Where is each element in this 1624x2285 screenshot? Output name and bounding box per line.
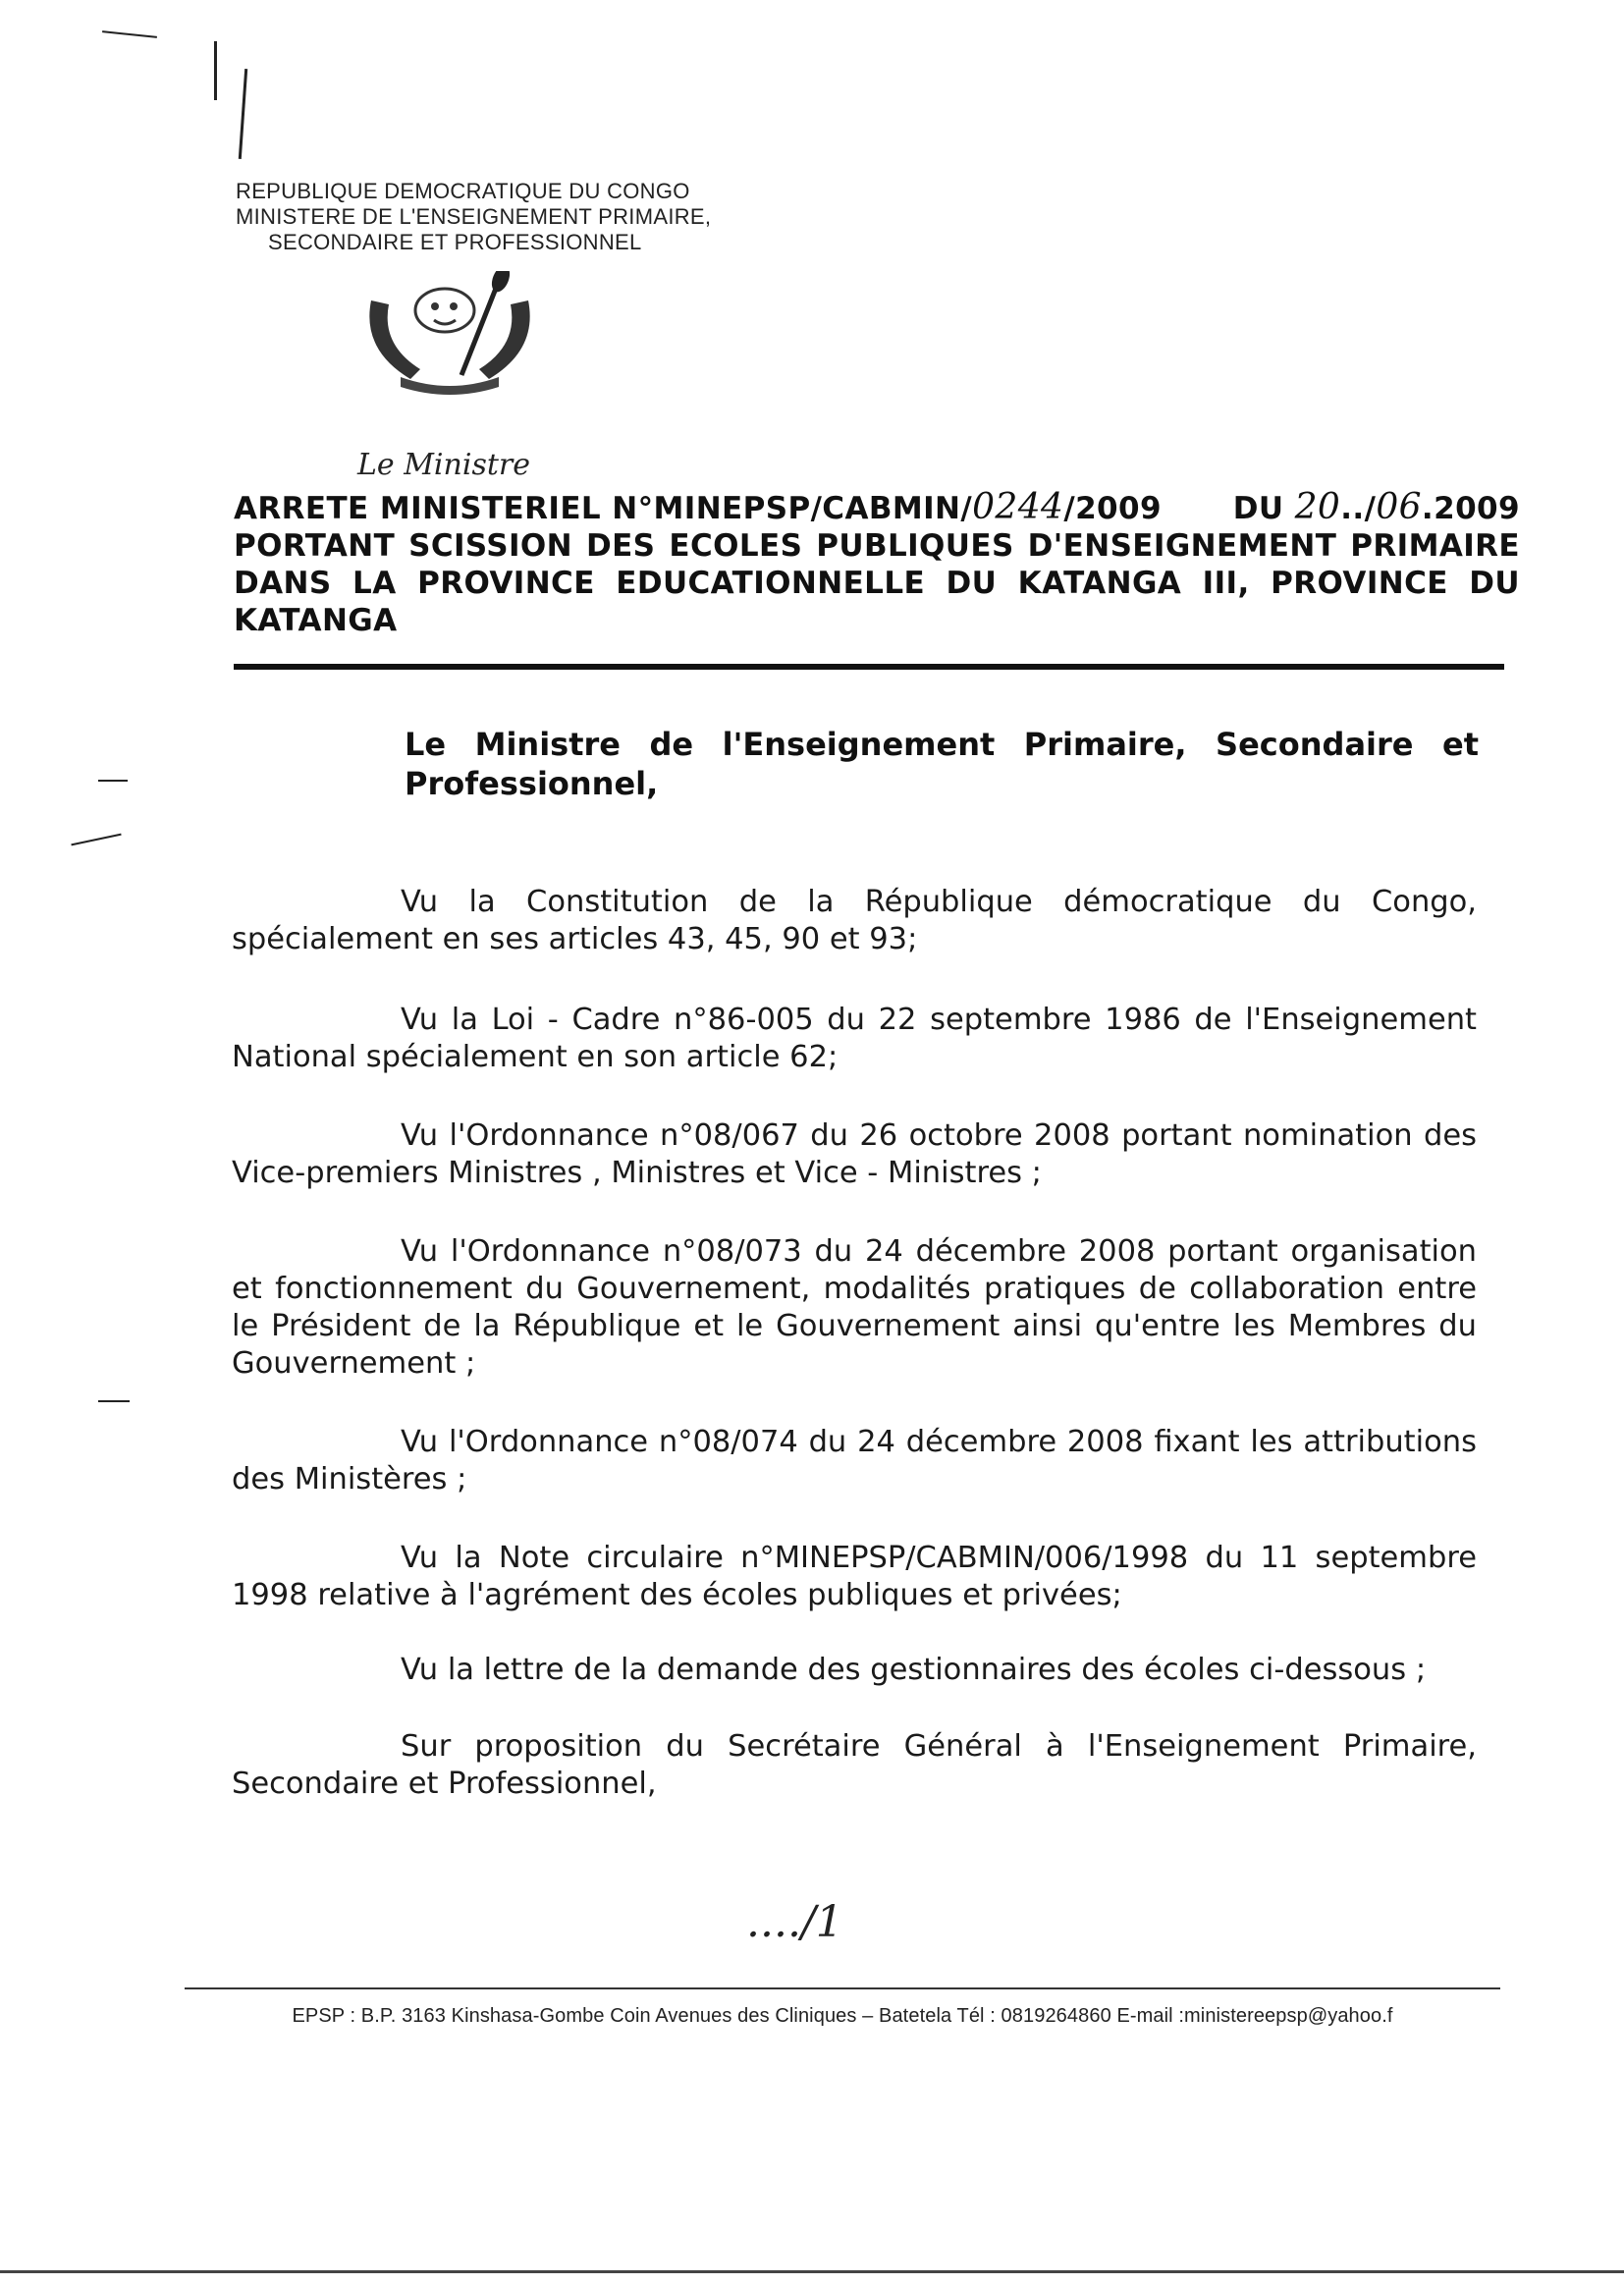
preamble-paragraph: Vu l'Ordonnance n°08/074 du 24 décembre 2008 fixant les attributions des Ministères ;	[232, 1425, 1477, 1496]
arrete-day-handwritten: 20	[1294, 487, 1341, 527]
title-divider	[234, 664, 1504, 670]
scan-mark	[102, 30, 157, 38]
arrete-date-year: 2009	[1434, 491, 1520, 526]
minister-heading: Le Ministre de l'Enseignement Primaire, Secondaire et Professionnel,	[405, 726, 1479, 802]
footer-address: EPSP : B.P. 3163 Kinshasa-Gombe Coin Avenues des Cliniques – Batetela Tél : 0819264860 E-mail :ministereepsp@yahoo.f	[292, 2005, 1393, 2027]
scan-mark	[98, 780, 128, 782]
scan-mark	[98, 1400, 130, 1402]
preamble-paragraph: Vu la Constitution de la République démocratique du Congo, spécialement en ses articles 43, 45, 90 et 93;	[232, 885, 1477, 956]
page-marker: ..../1	[746, 1897, 843, 1947]
preamble-body	[232, 884, 1477, 1844]
arrete-line-4: KATANGA	[234, 603, 398, 638]
scan-mark	[71, 834, 121, 846]
arrete-line-3: DANS LA PROVINCE EDUCATIONNELLE DU KATANGA III, PROVINCE DU	[234, 566, 1520, 601]
arrete-month-handwritten: 06	[1376, 487, 1422, 527]
ministry-header	[236, 179, 785, 255]
scan-mark	[214, 41, 217, 100]
header-line-sector: SECONDAIRE ET PROFESSIONNEL	[268, 230, 642, 254]
header-line-ministry: MINISTERE DE L'ENSEIGNEMENT PRIMAIRE,	[236, 204, 712, 229]
signature-label: Le Ministre	[357, 448, 530, 482]
arrete-du: DU	[1232, 491, 1284, 526]
preamble-paragraph: Vu l'Ordonnance n°08/067 du 26 octobre 2008 portant nomination des Vice-premiers Ministres , Ministres et Vice - Ministres ;	[232, 1118, 1477, 1190]
scan-bottom-edge	[0, 2270, 1624, 2273]
preamble-paragraph: Vu l'Ordonnance n°08/073 du 24 décembre 2008 portant organisation et fonctionnement du Gouvernement, modalités pratiques de collaboration entre le Président de la République et le Gouvernement ainsi qu'entre les Membres du Gouvernement ;	[232, 1234, 1477, 1381]
preamble-paragraph: Vu la Loi - Cadre n°86-005 du 22 septembre 1986 de l'Enseignement National spécialement en son article 62;	[232, 1003, 1477, 1074]
coat-of-arms-emblem	[352, 271, 548, 401]
scan-mark	[239, 69, 247, 159]
preamble-paragraph: Vu la lettre de la demande des gestionnaires des écoles ci-dessous ;	[401, 1653, 1427, 1687]
preamble-paragraph: Vu la Note circulaire n°MINEPSP/CABMIN/006/1998 du 11 septembre 1998 relative à l'agrément des écoles publiques et privées;	[232, 1541, 1477, 1612]
header-line-country: REPUBLIQUE DEMOCRATIQUE DU CONGO	[236, 179, 690, 203]
arrete-line-reference: ARRETE MINISTERIEL N°MINEPSP/CABMIN/0244/2009 DU 20../06.2009	[234, 487, 1520, 527]
arrete-title	[234, 489, 1520, 639]
footer-divider	[185, 1987, 1500, 1989]
preamble-paragraph: Sur proposition du Secrétaire Général à l'Enseignement Primaire, Secondaire et Professionnel,	[232, 1729, 1477, 1801]
arrete-number-handwritten: 0244	[972, 487, 1064, 527]
arrete-prefix: ARRETE MINISTERIEL N°MINEPSP/CABMIN/	[234, 491, 973, 526]
arrete-line-2: PORTANT SCISSION DES ECOLES PUBLIQUES D'ENSEIGNEMENT PRIMAIRE	[234, 528, 1520, 564]
arrete-year: 2009	[1075, 491, 1162, 526]
